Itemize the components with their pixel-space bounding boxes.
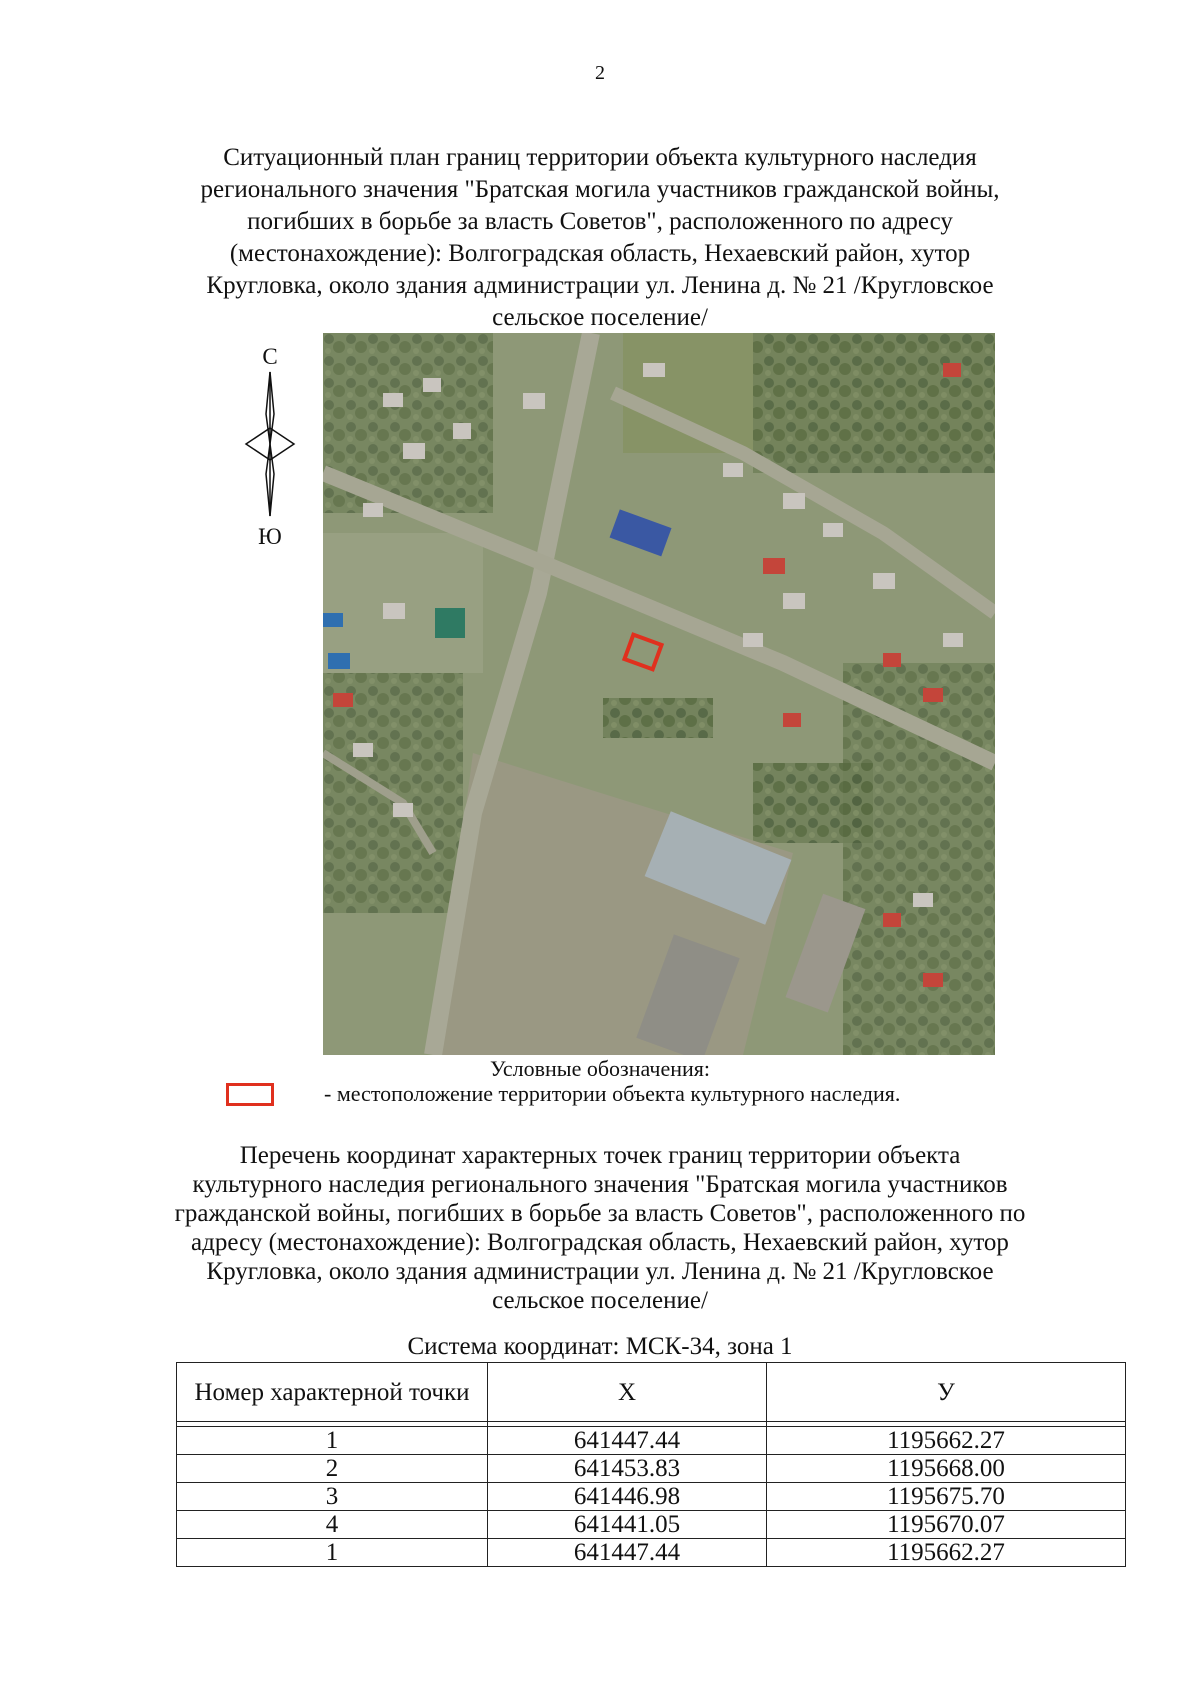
title-line: Перечень координат характерных точек границ территории объекта [239,1142,961,1169]
coordinates-table [176,1362,1126,1567]
legend-swatch-icon [226,1083,274,1106]
table-cell: 3 [177,1483,488,1511]
table-cell: 641446.98 [488,1483,767,1511]
table-cell: 1 [177,1427,488,1455]
title-line: гражданской войны, погибших в борьбе за власть Советов", расположенного по [174,1200,1026,1227]
table-row [177,1455,1126,1483]
table-cell: 2 [177,1455,488,1483]
legend-item-text: - местоположение территории объекта культурного наследия. [324,1081,901,1106]
title-line: регионального значения "Братская могила участников гражданской войны, [200,176,1000,203]
coordinates-list-title [160,1141,1040,1315]
title-line: культурного наследия регионального значения "Братская могила участников [192,1171,1008,1198]
table-cell: 1195668.00 [767,1455,1126,1483]
table-cell: 641447.44 [488,1539,767,1567]
table-row [177,1483,1126,1511]
title-line: адресу (местонахождение): Волгоградская область, Нехаевский район, хутор [191,1229,1009,1256]
table-cell: 1195662.27 [767,1427,1126,1455]
table-cell: 1 [177,1539,488,1567]
header-point-number: Номер характерной точки [177,1363,488,1422]
title-line: сельское поселение/ [492,304,708,331]
page-number: 2 [595,62,605,84]
header-x: X [488,1363,767,1422]
table-cell: 1195662.27 [767,1539,1126,1567]
compass-north-label: С [262,344,278,369]
table-cell: 1195675.70 [767,1483,1126,1511]
coordinate-system-caption: Система координат: МСК-34, зона 1 [407,1333,793,1360]
table-header-row [177,1363,1126,1422]
table-row [177,1427,1126,1455]
north-arrow-icon [240,344,300,554]
table-row [177,1539,1126,1567]
title-line: Кругловка, около здания администрации ул. Ленина д. № 21 /Кругловское [206,272,994,299]
title-line: сельское поселение/ [492,1287,708,1314]
title-line: (местонахождение): Волгоградская область, Нехаевский район, хутор [229,240,971,267]
legend-title: Условные обозначения: [489,1056,711,1081]
table-cell: 1195670.07 [767,1511,1126,1539]
title-line: Ситуационный план границ территории объекта культурного наследия [223,144,977,171]
table-cell: 641441.05 [488,1511,767,1539]
table-cell: 641447.44 [488,1427,767,1455]
compass-south-label: Ю [258,524,282,549]
situational-plan-title [150,142,1050,334]
header-y: У [767,1363,1126,1422]
table-cell: 4 [177,1511,488,1539]
title-line: погибших в борьбе за власть Советов", расположенного по адресу [247,208,953,235]
table-cell: 641453.83 [488,1455,767,1483]
table-row [177,1511,1126,1539]
title-line: Кругловка, около здания администрации ул. Ленина д. № 21 /Кругловское [206,1258,994,1285]
satellite-map [323,333,995,1055]
